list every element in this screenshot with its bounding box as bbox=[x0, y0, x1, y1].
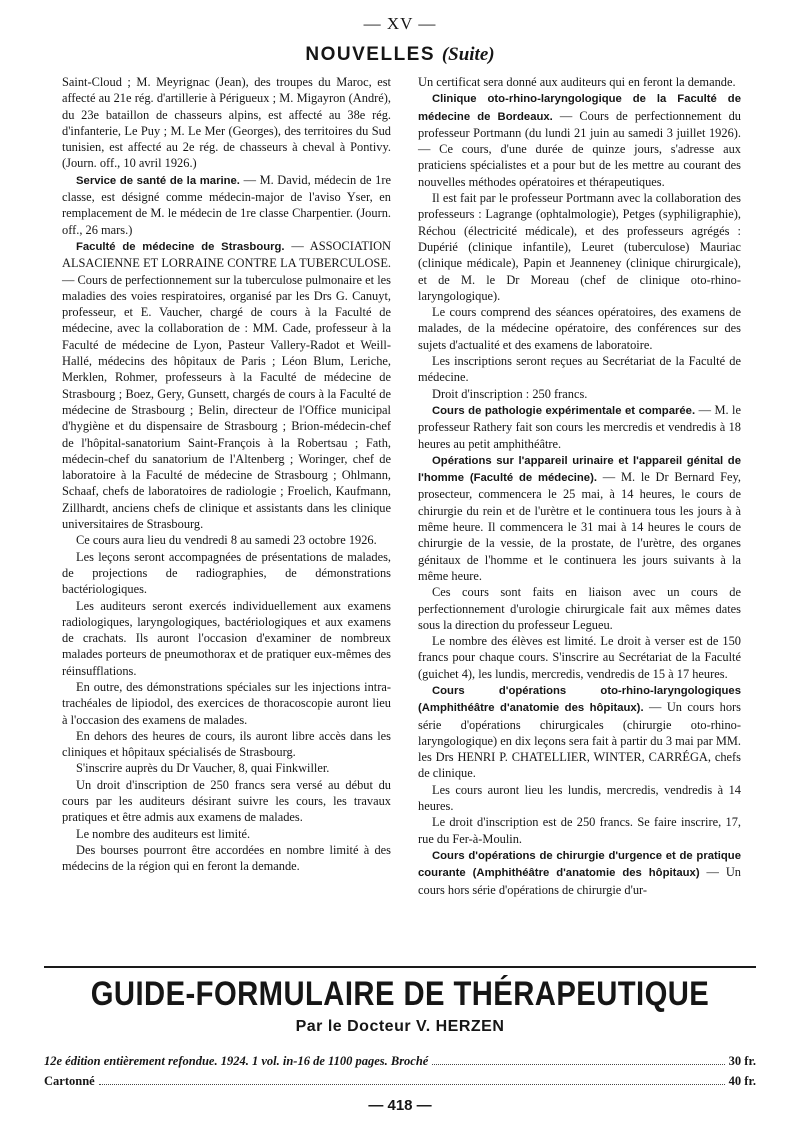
paragraph: Le nombre des auditeurs est limité. bbox=[76, 826, 251, 841]
paragraph: Il est fait par le professeur Portmann avec la collaboration des professeurs : Lagrange (ophtalmologie), Petges (syphiligraphie), Réchou (électricité médicale), et des professeurs agrégés : Dupérié (clinique infantile), Leuret (tuberculose) Mauriac (clinique médicale), Papin et Jeanneney (clinique chirurgicale), et de M. le Dr Moreau (chef de clinique oto-rhino-laryngologique). bbox=[418, 191, 741, 303]
right-column bbox=[418, 74, 741, 898]
paragraph-heading: Cours de pathologie expérimentale et comparée. bbox=[432, 404, 696, 417]
paragraph: Le droit d'inscription est de 250 francs. Se faire inscrire, 17, rue du Fer-à-Moulin. bbox=[418, 815, 741, 846]
paragraph: Service de santé de la marine. — M. David, médecin de 1re classe, est désigné comme médecin-major de l'aviso Yser, en remplacement de M. le médecin de 1re classe Charpentier. (Journ. off., 26 mars.) bbox=[62, 172, 391, 237]
paragraph: Cours d'opérations oto-rhino-laryngologiques (Amphithéâtre d'anatomie des hôpitaux). — Un cours hors série d'opérations chirurgicales (chirurgie oto-rhino-laryngologique) en dix leçons sera fait à partir du 3 mai par MM. les Drs HENRI P. CHATELLIER, WINTER, CARRÉGA, chefs de clinique. bbox=[418, 684, 741, 781]
ad-divider bbox=[44, 966, 756, 968]
paragraph-heading: Cours d'opérations de chirurgie d'urgence et de pratique courante (Amphithéâtre d'anatomie des hôpitaux) bbox=[418, 849, 741, 880]
leader-dots bbox=[99, 1084, 725, 1085]
ad-edition-label: 12e édition entièrement refondue. 1924. 1 vol. in-16 de 1100 pages. Broché bbox=[44, 1054, 429, 1068]
paragraph: Un droit d'inscription de 250 francs sera versé au début du cours par les auditeurs désirant suivre les cours, les travaux pratiques et être admis aux examens de malades. bbox=[62, 777, 391, 825]
paragraph-heading: Service de santé de la marine. bbox=[76, 174, 240, 187]
ad-price-line bbox=[44, 1074, 756, 1089]
page-folio: — XV — bbox=[363, 14, 437, 33]
ad-title: GUIDE-FORMULAIRE DE THÉRAPEUTIQUE bbox=[90, 975, 710, 1013]
paragraph-heading: Opérations sur l'appareil urinaire et l'appareil génital de l'homme (Faculté de médecine). bbox=[418, 454, 741, 485]
ad-price-line bbox=[44, 1054, 756, 1069]
left-column bbox=[62, 74, 391, 875]
section-name: NOUVELLES bbox=[305, 44, 436, 65]
paragraph: Clinique oto-rhino-laryngologique de la Faculté de médecine de Bordeaux. — Cours de perfectionnement du professeur Portmann (du lundi 21 juin au samedi 3 juillet 1926). — Ce cours, d'une durée de quinze jours, s'adresse aux praticiens spécialistes et a pour but de les mettre au courant des nouvelles méthodes opératoires et thérapeutiques. bbox=[418, 93, 741, 189]
paragraph-heading: Cours d'opérations oto-rhino-laryngologiques (Amphithéâtre d'anatomie des hôpitaux). bbox=[418, 684, 741, 715]
ad-price: 30 fr. bbox=[728, 1054, 756, 1068]
paragraph: Cours de pathologie expérimentale et comparée. — M. le professeur Rathery fait son cours les mercredis et vendredis à 18 heures au petit amphithéâtre. bbox=[418, 402, 741, 451]
paragraph: Les cours auront lieu les lundis, mercredis, vendredis à 14 heures. bbox=[418, 782, 741, 814]
paragraph: Le nombre des élèves est limité. Le droit à verser est de 150 francs pour chaque cours. S'inscrire au Secrétariat de la Faculté (guichet 4), les lundis, mercredis, vendredis de 15 à 17 heures. bbox=[418, 634, 741, 681]
paragraph: Droit d'inscription : 250 francs. bbox=[432, 386, 588, 401]
paragraph: Faculté de médecine de Strasbourg. — ASSOCIATION ALSACIENNE ET LORRAINE CONTRE LA TUBERCULOSE. — Cours de perfectionnement sur la tuberculose pulmonaire et les maladies des voies respiratoires, organisé par les Drs G. Canuyt, professeur, et E. Vaucher, chargé de cours à la Faculté de médecine, avec la collaboration de : MM. Cade, professeur à la Faculté de médecine de Lyon, Pasteur Vallery-Radot et Weill-Hallé, médecins des hôpitaux de Paris ; Léon Blum, Leriche, Merklen, Rohmer, professeurs à la Faculté de médecine de Strasbourg ; Boez, Gery, Gunsett, chargés de cours à la Faculté de médecine de Strasbourg ; Belin, directeur de l'Office municipal d'hygiène et du dispensaire de Strasbourg ; Brion-médecin-chef de l'hôpital-sanatorium Saint-François à la Robertsau ; Fath, médecin-chef du sanatorium de l'Altenberg ; Woringer, chef de laboratoire à la Faculté de médecine de Strasbourg ; Ohlmann, Schaaf, chefs de laboratoires de radiologie ; Froelich, Kaufmann, Zillhardt, anciens chefs de clinique et assistants dans les clinique universitaires de Strasbourg. bbox=[62, 238, 392, 532]
section-title bbox=[0, 44, 800, 66]
section-suite: (Suite) bbox=[441, 44, 495, 65]
paragraph: Le cours comprend des séances opératoires, des examens de malades, de la médecine opératoire, des conférences sur des sujets d'actualité et des examens de laboratoire. bbox=[418, 305, 741, 352]
ad-binding-label: Cartonné bbox=[44, 1074, 95, 1088]
paragraph-heading: Clinique oto-rhino-laryngologique de la Faculté de médecine de Bordeaux. bbox=[418, 93, 741, 123]
paragraph: Cours d'opérations de chirurgie d'urgence et de pratique courante (Amphithéâtre d'anatomie des hôpitaux) — Un cours hors série d'opérations de chirurgie d'ur- bbox=[418, 849, 741, 897]
ad-author: Par le Docteur V. HERZEN bbox=[295, 1018, 505, 1035]
paragraph: En dehors des heures de cours, ils auront libre accès dans les cliniques et hôpitaux spécialisés de Strasbourg. bbox=[62, 728, 391, 760]
ad-price: 40 fr. bbox=[728, 1074, 756, 1088]
page-number: — 418 — bbox=[368, 1097, 432, 1114]
paragraph: S'inscrire auprès du Dr Vaucher, 8, quai Finkwiller. bbox=[76, 761, 330, 776]
paragraph: Les leçons seront accompagnées de présentations de malades, de projections de radiographies, de démonstrations bactériologiques. bbox=[62, 549, 391, 597]
paragraph-heading: Faculté de médecine de Strasbourg. bbox=[76, 240, 285, 253]
paragraph: Les inscriptions seront reçues au Secrétariat de la Faculté de médecine. bbox=[418, 354, 741, 385]
paragraph: Ces cours sont faits en liaison avec un cours de perfectionnement d'urologie chirurgicale fait aux mêmes dates sous la direction du professeur Legueu. bbox=[418, 585, 741, 632]
leader-dots bbox=[432, 1064, 724, 1065]
paragraph: Opérations sur l'appareil urinaire et l'appareil génital de l'homme (Faculté de médecine). — M. le Dr Bernard Fey, prosecteur, commencera le 25 mai, à 14 heures, le cours de chirurgie du rein et de l'urètre et le continuera tous les jours à à même heure. Il commencera le 31 mai à 14 heures le cours de chirurgie de la vessie, de la prostate, de l'urètre, des organes génitaux de l'homme et le continuera les jours suivants à la même heure. bbox=[418, 454, 741, 583]
paragraph: Saint-Cloud ; M. Meyrignac (Jean), des troupes du Maroc, est affecté au 21e rég. d'artillerie à Périgueux ; M. Migayron (André), du 23e bataillon de chasseurs alpins, est affecté au 38e rég. d'infanterie, Le Puy ; M. Le Mer (Georges), des territoires du Sud tunisien, est affecté au 2e rég. de chasseurs à cheval à Pontivy. (Journ. off., 10 avril 1926.) bbox=[62, 75, 391, 171]
paragraph: Les auditeurs seront exercés individuellement aux examens radiologiques, laryngologiques, bactériologiques et aux examens de crachats. Ils auront l'occasion d'examiner de nombreux malades porteurs de pneumothorax et de pratiquer eux-mêmes des réinsufflations. bbox=[62, 598, 391, 678]
paragraph: Ce cours aura lieu du vendredi 8 au samedi 23 octobre 1926. bbox=[76, 533, 377, 548]
paragraph: Un certificat sera donné aux auditeurs qui en feront la demande. bbox=[418, 75, 736, 89]
paragraph: Des bourses pourront être accordées en nombre limité à des médecins de la région qui en feront la demande. bbox=[62, 842, 391, 874]
paragraph: En outre, des démonstrations spéciales sur les injections intra-trachéales de lipiodol, des exercices de thoracoscopie auront lieu à l'occasion des examens de malades. bbox=[62, 679, 391, 727]
